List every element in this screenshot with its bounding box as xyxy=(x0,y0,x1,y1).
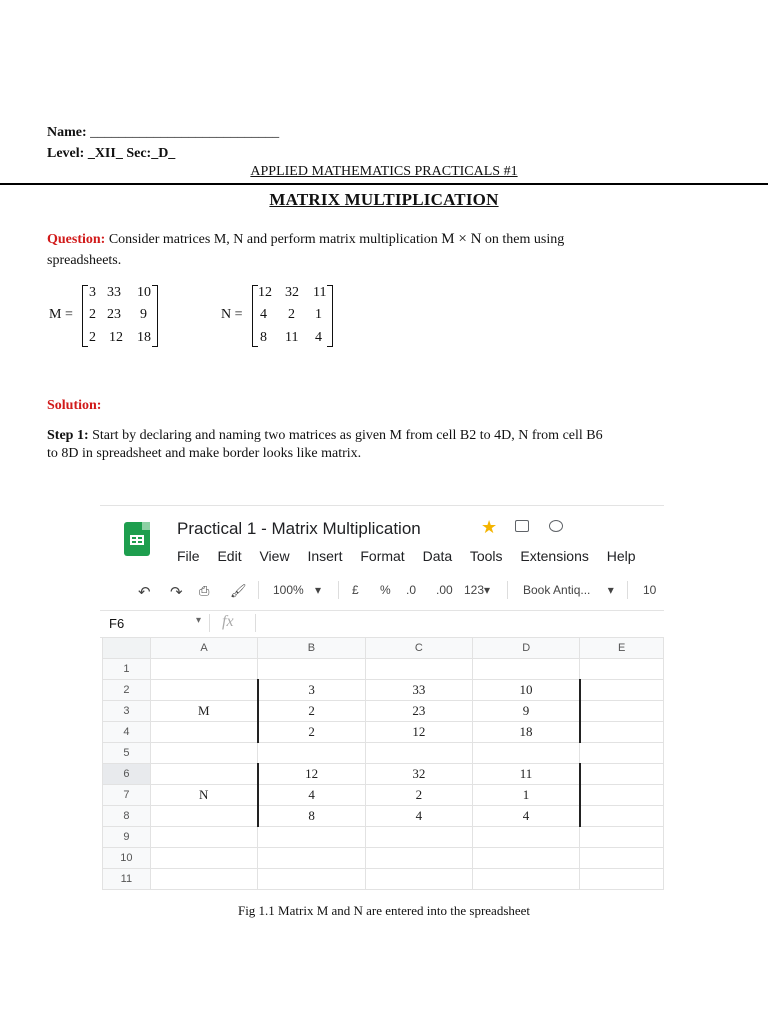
cell[interactable]: 2 xyxy=(258,722,365,743)
formula-divider xyxy=(255,614,256,632)
cell[interactable] xyxy=(365,743,472,764)
cell[interactable] xyxy=(473,869,580,890)
sheet-table xyxy=(102,637,664,890)
cell[interactable] xyxy=(150,848,257,869)
cell[interactable]: 2 xyxy=(258,701,365,722)
cell[interactable] xyxy=(580,659,664,680)
figure-caption: Fig 1.1 Matrix M and N are entered into the spreadsheet xyxy=(237,903,531,918)
question-label: Question: xyxy=(47,232,106,247)
matrix-n-cell: 8 xyxy=(260,330,267,345)
formula-divider xyxy=(209,614,210,632)
cell[interactable] xyxy=(365,848,472,869)
row-header[interactable]: 6 xyxy=(103,764,151,785)
cell[interactable] xyxy=(150,659,257,680)
cell[interactable] xyxy=(150,764,257,785)
toolbar-divider xyxy=(507,581,508,599)
row-header[interactable]: 5 xyxy=(103,743,151,764)
cell[interactable]: 12 xyxy=(258,764,365,785)
row-header[interactable]: 7 xyxy=(103,785,151,806)
cell[interactable]: 4 xyxy=(365,806,472,827)
cell[interactable]: 10 xyxy=(473,680,580,701)
cell[interactable] xyxy=(150,869,257,890)
document-title[interactable]: Practical 1 - Matrix Multiplication xyxy=(177,519,421,538)
cell[interactable]: 1 xyxy=(473,785,580,806)
matrix-n-cell: 32 xyxy=(285,285,299,300)
paint-format-icon[interactable]: 🖌 xyxy=(230,583,247,598)
menu-help[interactable]: Help xyxy=(606,548,636,564)
table-row xyxy=(103,848,664,869)
row-header[interactable]: 10 xyxy=(103,848,151,869)
matrix-n-cell: 4 xyxy=(315,330,322,345)
table-row xyxy=(103,785,664,806)
cell[interactable]: 33 xyxy=(365,680,472,701)
matrix-n-label: N = xyxy=(221,307,243,322)
step1-paragraph xyxy=(47,426,727,445)
step1-line2: to 8D in spreadsheet and make border looks like matrix. xyxy=(47,446,362,461)
cell[interactable]: 4 xyxy=(258,785,365,806)
table-row xyxy=(103,722,664,743)
matrix-n-cell: 1 xyxy=(315,307,322,322)
cell[interactable] xyxy=(580,722,664,743)
spreadsheet-window xyxy=(100,505,664,891)
matrix-m-cell: 23 xyxy=(107,307,121,322)
cell[interactable]: 3 xyxy=(258,680,365,701)
question-text: Consider matrices M, N and perform matrix multiplication xyxy=(105,232,442,247)
column-header-d[interactable]: D xyxy=(473,638,580,659)
number-format-select[interactable] xyxy=(464,583,490,597)
column-header-e[interactable]: E xyxy=(580,638,664,659)
practical-subtitle: APPLIED MATHEMATICS PRACTICALS #1 xyxy=(250,164,518,179)
row-header[interactable]: 8 xyxy=(103,806,151,827)
sheet-grid xyxy=(102,637,664,890)
page-title: MATRIX MULTIPLICATION xyxy=(269,190,499,209)
table-row xyxy=(103,827,664,848)
matrix-n-cell: 2 xyxy=(288,307,295,322)
cell[interactable] xyxy=(473,827,580,848)
question-paragraph xyxy=(47,230,727,249)
cell[interactable]: N xyxy=(150,785,257,806)
column-header-c[interactable]: C xyxy=(365,638,472,659)
cell[interactable]: M xyxy=(150,701,257,722)
matrix-m-cell: 12 xyxy=(109,330,123,345)
name-label: Name: xyxy=(47,125,91,140)
row-header[interactable]: 2 xyxy=(103,680,151,701)
formula-bar xyxy=(100,610,664,638)
menu-insert[interactable]: Insert xyxy=(307,548,343,564)
cell[interactable] xyxy=(580,743,664,764)
zoom-value: 100% xyxy=(273,583,304,597)
matrix-m-cell: 2 xyxy=(89,307,96,322)
cell[interactable]: 32 xyxy=(365,764,472,785)
matrix-m-cell: 3 xyxy=(89,285,96,300)
cell[interactable]: 2 xyxy=(365,785,472,806)
cell[interactable] xyxy=(580,848,664,869)
name-line xyxy=(47,125,279,141)
cell[interactable]: 23 xyxy=(365,701,472,722)
cell[interactable] xyxy=(580,827,664,848)
column-header-b[interactable]: B xyxy=(258,638,365,659)
menu-file[interactable]: File xyxy=(177,548,200,564)
cell[interactable] xyxy=(365,659,472,680)
table-row xyxy=(103,680,664,701)
question-text-after: on them using xyxy=(481,232,565,247)
column-header-a[interactable]: A xyxy=(150,638,257,659)
number-format-value: 123 xyxy=(464,583,485,597)
cell[interactable] xyxy=(258,743,365,764)
toolbar xyxy=(100,576,664,606)
undo-icon[interactable]: ↶ xyxy=(138,584,151,601)
matrix-n-cell: 11 xyxy=(313,285,327,300)
column-header-row xyxy=(103,638,664,659)
toolbar-divider xyxy=(338,581,339,599)
menu-bar xyxy=(177,548,650,564)
matrix-n-right-bracket xyxy=(327,285,333,347)
cell[interactable] xyxy=(150,827,257,848)
formula-input[interactable] xyxy=(262,613,660,633)
menu-format[interactable]: Format xyxy=(360,548,405,564)
cell[interactable]: 8 xyxy=(258,806,365,827)
cell[interactable] xyxy=(258,659,365,680)
decrease-decimal-button[interactable]: .0 xyxy=(406,583,417,597)
matrix-n-cell: 11 xyxy=(285,330,299,345)
matrix-m-right-bracket xyxy=(152,285,158,347)
cell[interactable]: 18 xyxy=(473,722,580,743)
cell[interactable] xyxy=(473,659,580,680)
question-math: M × N xyxy=(441,231,482,247)
cell[interactable] xyxy=(365,869,472,890)
select-all-corner[interactable] xyxy=(103,638,151,659)
matrix-m-left-bracket xyxy=(82,285,88,347)
matrix-m-cell: 10 xyxy=(137,285,151,300)
matrix-m-cell: 18 xyxy=(137,330,151,345)
table-row xyxy=(103,701,664,722)
font-value: Book Antiq... xyxy=(523,583,591,597)
matrix-m-label: M = xyxy=(49,307,73,322)
question-line2: spreadsheets. xyxy=(47,253,122,268)
redo-icon[interactable]: ↷ xyxy=(170,584,183,601)
matrix-m-cell: 9 xyxy=(140,307,147,322)
cell[interactable] xyxy=(580,785,664,806)
cell[interactable]: 9 xyxy=(473,701,580,722)
step1-text: Start by declaring and naming two matrices as given M from cell B2 to 4D, N from cell B6 xyxy=(88,428,603,443)
star-icon[interactable]: ★ xyxy=(481,517,498,537)
cell[interactable] xyxy=(150,722,257,743)
level-line: Level: _XII_ Sec:_D_ xyxy=(47,146,176,161)
menu-edit[interactable]: Edit xyxy=(217,548,242,564)
table-row xyxy=(103,869,664,890)
cloud-status-icon[interactable] xyxy=(549,520,563,532)
menu-extensions[interactable]: Extensions xyxy=(520,548,589,564)
font-size-select[interactable]: 10 xyxy=(643,583,657,597)
cell[interactable]: 4 xyxy=(473,806,580,827)
cell[interactable] xyxy=(150,743,257,764)
table-row xyxy=(103,806,664,827)
font-select[interactable] xyxy=(523,583,614,597)
cell[interactable] xyxy=(365,827,472,848)
matrix-m-cell: 2 xyxy=(89,330,96,345)
sheets-logo-icon[interactable] xyxy=(124,522,150,556)
step1-label: Step 1: xyxy=(47,428,89,443)
menu-tools[interactable]: Tools xyxy=(469,548,503,564)
row-header[interactable]: 1 xyxy=(103,659,151,680)
currency-button[interactable]: £ xyxy=(352,583,359,597)
toolbar-divider xyxy=(627,581,628,599)
percent-button[interactable]: % xyxy=(380,583,391,597)
fx-icon: fx xyxy=(222,613,234,630)
menu-data[interactable]: Data xyxy=(422,548,453,564)
matrix-n-cell: 4 xyxy=(260,307,267,322)
cell[interactable] xyxy=(580,869,664,890)
cell[interactable] xyxy=(473,743,580,764)
chevron-down-icon: ▾ xyxy=(607,583,614,597)
chevron-down-icon[interactable]: ▾ xyxy=(196,615,202,626)
name-box[interactable]: F6 xyxy=(109,616,125,631)
increase-decimal-button[interactable]: .00 xyxy=(436,583,453,597)
cell[interactable] xyxy=(258,827,365,848)
cell[interactable] xyxy=(473,848,580,869)
header-rule xyxy=(0,183,768,185)
toolbar-divider xyxy=(258,581,259,599)
cell[interactable] xyxy=(258,848,365,869)
chevron-down-icon: ▾ xyxy=(315,583,322,597)
cell[interactable] xyxy=(580,680,664,701)
table-row xyxy=(103,764,664,785)
cell[interactable]: 12 xyxy=(365,722,472,743)
table-row xyxy=(103,659,664,680)
row-header[interactable]: 3 xyxy=(103,701,151,722)
row-header[interactable]: 4 xyxy=(103,722,151,743)
cell[interactable]: 11 xyxy=(473,764,580,785)
print-icon[interactable]: ⎙ xyxy=(199,583,210,598)
cell[interactable] xyxy=(150,680,257,701)
chevron-down-icon: ▾ xyxy=(484,583,491,597)
solution-label: Solution: xyxy=(47,398,102,413)
matrix-n-cell: 12 xyxy=(258,285,272,300)
row-header[interactable]: 11 xyxy=(103,869,151,890)
move-folder-icon[interactable] xyxy=(515,520,529,532)
cell[interactable] xyxy=(580,806,664,827)
table-row xyxy=(103,743,664,764)
name-blank: ___________________________ xyxy=(90,125,280,140)
cell[interactable] xyxy=(150,806,257,827)
row-header[interactable]: 9 xyxy=(103,827,151,848)
cell[interactable] xyxy=(258,869,365,890)
zoom-select[interactable] xyxy=(273,583,321,597)
menu-view[interactable]: View xyxy=(259,548,290,564)
cell[interactable] xyxy=(580,764,664,785)
matrix-m-cell: 33 xyxy=(107,285,121,300)
cell[interactable] xyxy=(580,701,664,722)
